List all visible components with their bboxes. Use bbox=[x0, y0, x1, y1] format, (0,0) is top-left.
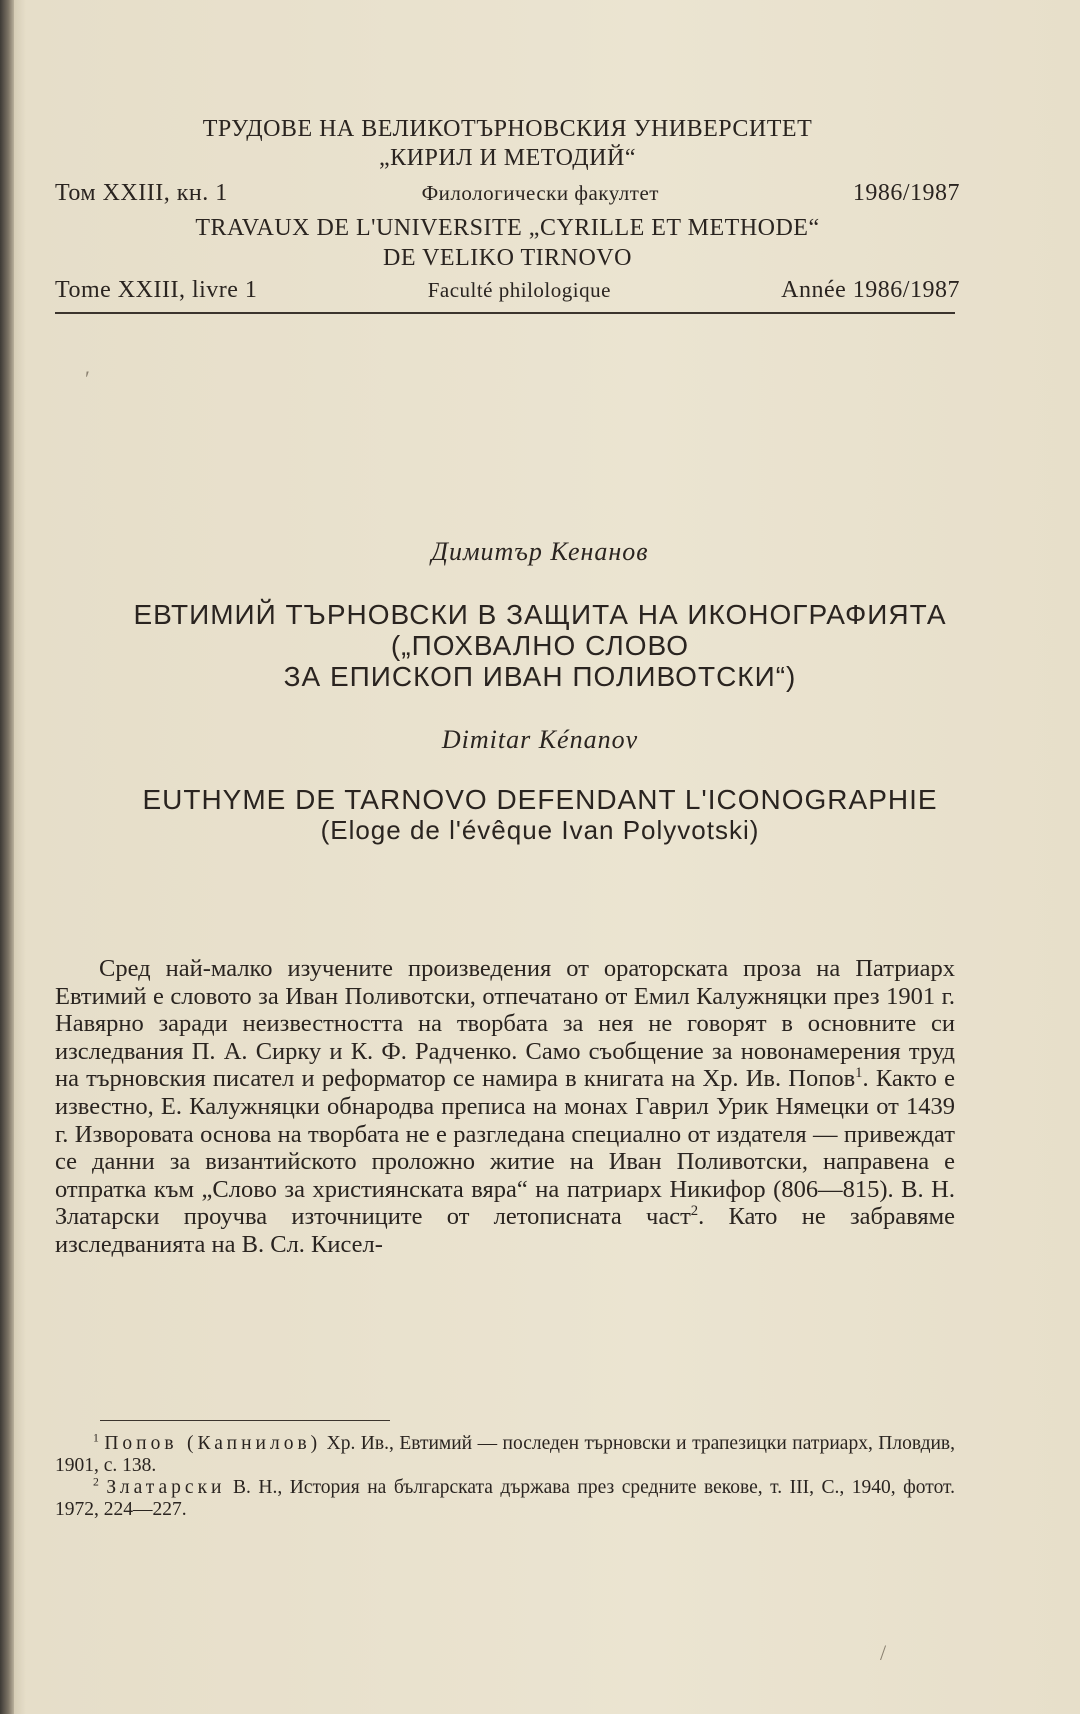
header-rule bbox=[55, 312, 955, 314]
author-name-fr: Dimitar Kénanov bbox=[441, 725, 639, 754]
article-title-fr-line2: (Eloge de l'évêque Ivan Polyvotski) bbox=[320, 815, 760, 845]
journal-title-fr: TRAVAUX DE L'UNIVERSITE „CYRILLE ET METHODE“ bbox=[195, 215, 820, 241]
footnote-ref-2: 2 bbox=[690, 1203, 699, 1220]
page-spine-shadow bbox=[0, 0, 14, 1714]
university-city-fr: DE VELIKO TIRNOVO bbox=[383, 245, 632, 271]
body-text-part2: . Както е известно, Е. Калужняцки обнародва преписа на монах Гаврил Урик Нямецки от 1439 г. Изворовата основа на творбата не е разгледана специално от издателя — привеждат се данни за византийското проложно житие на Иван Поливотски, направена е отпратка към „Слово за християнската вяра“ на патриарх Никифор (806—815). В. Н. Златарски проучва източниците от летописната част bbox=[55, 1065, 955, 1231]
scan-speck: / bbox=[880, 1640, 887, 1665]
footnote-2 bbox=[55, 1477, 955, 1521]
body-text bbox=[55, 955, 955, 1259]
footnote-ref-1: 1 bbox=[855, 1065, 863, 1082]
article-title-bg-line2: („ПОХВАЛНО СЛОВО bbox=[390, 630, 690, 661]
footnote-number: 1 bbox=[93, 1431, 99, 1445]
author-name-bg: Димитър Кенанов bbox=[431, 537, 649, 566]
header-row-bg bbox=[55, 180, 960, 207]
footnote-number: 2 bbox=[93, 1475, 99, 1489]
body-text-part3: . Като не забравяме изследванията на В. Сл. Кисел- bbox=[55, 1203, 955, 1258]
footnote-text: Хр. Ив., Евтимий — последен търновски и трапезицки патриарх, Пловдив, 1901, с. 138. bbox=[55, 1433, 956, 1476]
scan-speck: ′ bbox=[85, 366, 90, 391]
year-bg: 1986/1987 bbox=[852, 180, 960, 206]
body-text-part1: Сред най-малко изучените произведения от ораторската проза на Патриарх Евтимий е словото за Иван Поливотски, отпечатано от Емил Калужняцки през 1901 г. Навярно заради неизвестността на творбата за нея не говорят в основните си изследвания П. А. Сирку и К. Ф. Радченко. Само съобщение за новонамерения труд на търновския писател и реформатор се намира в книгата на Хр. Ив. Попов bbox=[55, 955, 955, 1093]
footnote-author: Попов (Капнилов) bbox=[104, 1433, 322, 1454]
footnote-text: В. Н., История на българската държава през средните векове, т. III, С., 1940, фотот. 1972, 224—227. bbox=[55, 1477, 955, 1520]
header-row-fr bbox=[55, 277, 960, 304]
body-paragraph bbox=[55, 955, 955, 1259]
volume-fr: Tome XXIII, livre 1 bbox=[55, 277, 258, 303]
footnote-1 bbox=[55, 1433, 955, 1477]
volume-bg: Том XXIII, кн. 1 bbox=[55, 180, 228, 206]
university-name-bg: „КИРИЛ И МЕТОДИЙ“ bbox=[379, 145, 636, 171]
journal-title-bg: ТРУДОВЕ НА ВЕЛИКОТЪРНОВСКИЯ УНИВЕРСИТЕТ bbox=[202, 116, 813, 142]
footnote-author: Златарски bbox=[106, 1477, 226, 1498]
article-title-bg-line3: ЗА ЕПИСКОП ИВАН ПОЛИВОТСКИ“) bbox=[283, 661, 797, 692]
footnotes bbox=[55, 1433, 955, 1521]
faculty-fr: Faculté philologique bbox=[427, 278, 611, 302]
faculty-bg: Филологически факултет bbox=[421, 181, 659, 205]
article-title-fr-line1: EUTHYME DE TARNOVO DEFENDANT L'ICONOGRAPHIE bbox=[142, 784, 938, 815]
year-fr: Année 1986/1987 bbox=[781, 277, 960, 303]
article-title-bg-line1: ЕВТИМИЙ ТЪРНОВСКИ В ЗАЩИТА НА ИКОНОГРАФИЯТА bbox=[133, 599, 947, 630]
footnote-rule bbox=[100, 1420, 390, 1421]
